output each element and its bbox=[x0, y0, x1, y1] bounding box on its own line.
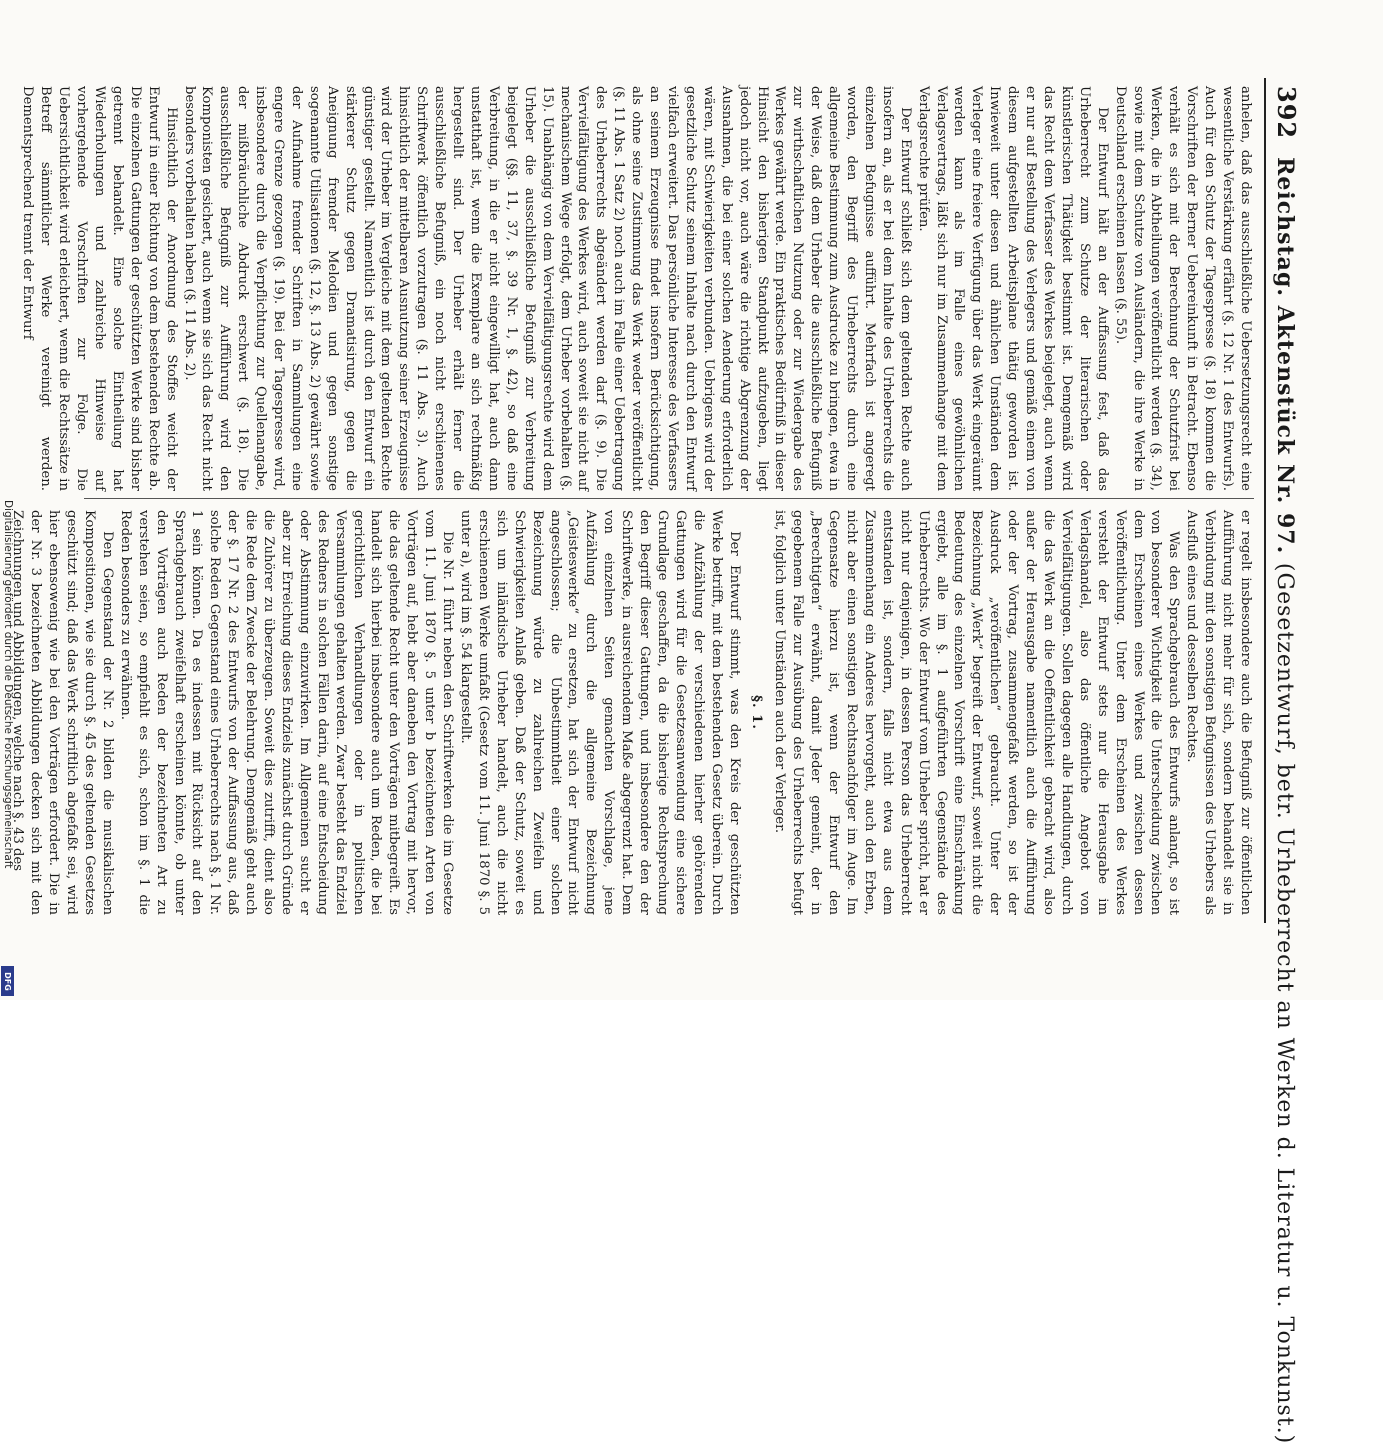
body-paragraph: er regelt insbesondere auch die Befugniß zur öffentlichen Aufführung nicht mehr für sich, sondern behandelt sie in Verbindung mit den sonstigen Befugnissen des Urhebers als Ausfluß eines und desselben Rechtes. bbox=[1184, 510, 1253, 915]
right-column bbox=[10, 510, 1254, 915]
section-heading: §. 1. bbox=[748, 695, 764, 730]
digitization-credit-text: Digitalisierung gefördert durch die Deutsche Forschungsgemeinschaft bbox=[2, 500, 14, 869]
body-paragraph: Den Gegenstand der Nr. 2 bilden die musikalischen Kompositionen, wie sie durch §. 45 des geltenden Gesetzes geschützt sind; daß das Werk schriftlich abgefaßt sei, wird hier ebensowenig wie bei den Vorträgen erfordert. Die in der Nr. 3 bezeichneten Abbildungen decken sich mit den Zeichnungen und Abbildungen, welche nach §. 43 des bbox=[10, 510, 115, 915]
body-paragraph: Der Entwurf stimmt, was den Kreis der geschützten Werke betrifft, mit dem bestehenden Gesetz überein. Durch die Aufzählung der verschiedenen hierher gehörenden Gattungen wird für die Gesetzesanwendung eine sichere Grundlage geschaffen, da die bisherige Rechtsprechung den Begriff dieser Gattungen, und insbesondere den der Schriftwerke, in ausreichendem Maße abgegrenzt hat. Dem von einzelnen Seiten gemachten Vorschlage, jene Aufzählung durch die allgemeine Bezeichnung „Geisteswerke“ zu ersetzen, hat sich der Entwurf nicht angeschlossen; die Unbestimmtheit einer solchen Bezeichnung würde zu zahlreichen Zweifeln und Schwierigkeiten Anlaß geben. Daß der Schutz, soweit es sich um inländische Urheber handelt, auch die nicht erschienenen Werke umfaßt (Gesetz vom 11. Juni 1870 §. 5 unter a), wird im §. 54 klargestellt. bbox=[458, 510, 742, 915]
rotated-page-area bbox=[10, 78, 1304, 1444]
body-paragraph: Hinsichtlich der Anordnung des Stoffes weicht der Entwurf in einer Richtung von dem bestehenden Rechte ab. Die einzelnen Gattungen der geschützten Werke sind bisher getrennt behandelt. Eine solche Eintheilung hat Wiederholungen und zahlreiche Hinweise auf vorhergehende Vorschriften zur Folge. Die Uebersichtlichkeit wird erleichtert, wenn die Rechtssätze in Betreff sämmtlicher Werke vereinigt werden. Dementsprechend trennt der Entwurf bbox=[20, 86, 179, 491]
page-content bbox=[10, 78, 1304, 1444]
body-paragraph: Der Entwurf hält an der Auffassung fest, daß das Urheberrecht zum Schutze der literarischen oder künstlerischen Thätigkeit bestimmt ist. Demgemäß wird das Recht dem Verfasser des Werkes beigelegt, auch wenn er nur auf Bestellung des Verlegers und gemäß einem von diesem aufgestellten Arbeitsplane thätig geworden ist. Inwieweit unter diesen und ähnlichen Umständen dem Verleger eine freiere Verfügung über das Werk eingeräumt werden kann als im Falle eines gewöhnlichen Verlagsvertrags, läßt sich nur im Zusammenhange mit dem Verlagsrechte prüfen. bbox=[915, 86, 1110, 491]
column-divider bbox=[84, 498, 1254, 499]
page-number: 392 bbox=[1272, 86, 1301, 140]
body-paragraph: Was den Sprachgebrauch des Entwurfs anlangt, so ist von besonderer Wichtigkeit die Unterscheidung zwischen dem Erscheinen eines Werkes und zwischen dessen Veröffentlichung. Unter dem Erscheinen des Werkes versteht der Entwurf stets nur die Herausgabe im Verlagshandel, also das öffentliche Angebot von Vervielfältigungen. Sollen dagegen alle Handlungen, durch die das Werk an die Oeffentlichkeit gebracht wird, also außer der Herausgabe namentlich auch die Aufführung oder der Vortrag, zusammengefaßt werden, so ist der Ausdruck „veröffentlichen“ gebraucht. Unter der Bezeichnung „Werk“ begreift der Entwurf, soweit nicht die Bedeutung des einzelnen Vorschrift eine Einschränkung ergiebt, alle im §. 1 aufgeführten Gegenstände des Urheberrechts. Wo der Entwurf vom Urheber spricht, hat er nicht nur denjenigen, in dessen Person das Urheberrecht entstanden ist, sondern, falls nicht etwa aus dem Zusammenhang ein Anderes hervorgeht, auch den Erben, nicht aber einen sonstigen Rechtsnachfolger im Auge. Im Gegensatze hierzu ist, wenn der Entwurf den „Berechtigten“ erwähnt, damit Jeder gemeint, der in gegebenem Falle zur Ausübung des Urheberrechts befugt ist, folglich unter Umständen auch der Verleger. bbox=[772, 510, 1182, 915]
page-header bbox=[1264, 78, 1304, 1444]
body-paragraph: Die Nr. 1 führt neben den Schriftwerken die im Gesetze vom 11. Juni 1870 §. 5 unter b bezeichneten Arten von Vorträgen auf, hebt aber daneben den Vortrag mit hervor, die das geltende Recht unter den Vorträgen mitbegreift. Es handelt sich hierbei insbesondere auch um Reden, die bei gerichtlichen Verhandlungen oder in politischen Versammlungen gehalten werden. Zwar besteht das Endziel des Redners in solchen Fällen darin, auf eine Entscheidung oder Abstimmung einzuwirken. Im Allgemeinen sucht er aber zur Erreichung dieses Endziels zunächst durch Gründe die Zuhörer zu überzeugen. Soweit dies zutrifft, dient also die Rede dem Zwecke der Belehrung. Demgemäß geht auch der §. 17 Nr. 2 des Entwurfs von der Auffassung aus, daß solche Reden Gegenstand eines Urheberrechts nach §. 1 Nr. 1 sein können. Da es indessen mit Rücksicht auf den Sprachgebrauch zweifelhaft erscheinen könnte, ob unter den Vorträgen auch Reden der bezeichneten Art zu verstehen seien, so empfiehlt es sich, schon im §. 1 die Reden besonders zu erwähnen. bbox=[117, 510, 456, 915]
left-column bbox=[20, 86, 1254, 491]
running-title bbox=[1272, 157, 1298, 1444]
dfg-logo: DFG bbox=[1, 966, 14, 996]
body-paragraph: anhelen, daß das ausschließliche Uebersetzungsrecht eine wesentliche Verstärkung erfährt (§. 12 Nr. 1 des Entwurfs). Auch für den Schutz der Tagespresse (§. 18) kommen die Vorschriften der Berner Uebereinkunft in Betracht. Ebenso verhält es sich mit der Berechnung der Schutzfrist bei Werken, die in Abtheilungen veröffentlicht werden (§. 34), sowie mit dem Schutze von Ausländern, die ihre Werke in Deutschland erscheinen lassen (§. 55). bbox=[1112, 86, 1253, 491]
running-title-subtitle: (Gesetzentwurf, betr. Urheberrecht an Werken d. Literatur u. Tonkunst.) bbox=[1272, 562, 1297, 1444]
running-title-main: Reichstag. Aktenstück Nr. 97. bbox=[1272, 157, 1298, 555]
body-paragraph: Der Entwurf schließt sich dem geltenden Rechte auch insofern an, als er bei dem Inhalte des Urheberrechts die einzelnen Befugnisse aufführt. Mehrfach ist angeregt worden, den Begriff des Urheberrechts durch eine allgemeine Bestimmung zum Ausdrucke zu bringen, etwa in der Weise, daß dem Urheber die ausschließliche Befugniß zur wirthschaftlichen Nutzung oder zur Wiedergabe des Werkes gewährt werde. Ein praktisches Bedürfniß in dieser Hinsicht den bisherigen Standpunkt aufzugeben, liegt jedoch nicht vor, auch wäre die richtige Abgrenzung der Ausnahmen, die bei einer solchen Aenderung erforderlich wären, mit Schwierigkeiten verbunden. Uebrigens wird der gesetzliche Schutz seinem Inhalte nach durch den Entwurf vielfach erweitert. Das persönliche Interesse des Verfassers an seinem Erzeugnisse findet insofern Berücksichtigung, als ohne seine Zustimmung das Werk weder veröffentlicht (§. 11 Abs. 1 Satz 2) noch auch im Falle einer Uebertragung des Urheberrechts abgeändert werden darf (§. 9). Die Vervielfältigung des Werkes wird, auch soweit sie nicht auf mechanischem Wege erfolgt, dem Urheber vorbehalten (§. 15). Unabhängig von dem Vervielfältigungsrechte wird dem Urheber die ausschließliche Befugniß zur Verbreitung beigelegt (§§. 11, 37, §. 39 Nr. 1, §. 42), so daß eine Verbreitung, in die er nicht eingewilligt hat, auch dann unstatthaft ist, wenn die Exemplare an sich rechtmäßig hergestellt sind. Der Urheber erhält ferner die ausschließliche Befugniß, ein noch nicht erschienenes Schriftwerk öffentlich vorzutragen (§. 11 Abs. 3). Auch hinsichtlich der mittelbaren Ausnutzung seiner Erzeugnisse wird der Urheber im Vergleiche mit dem geltenden Rechte günstiger gestellt. Namentlich ist durch den Entwurf ein stärkerer Schutz gegen Dramatisirung, gegen die Aneignung fremder Melodien und gegen sonstige sogenannte Utilisationen (§. 12, §. 13 Abs. 2) gewährt sowie der Aufnahme fremder Schriften in Sammlungen eine engere Grenze gezogen (§. 19). Bei der Tagespresse wird, insbesondere durch die Verpflichtung zur Quellenangabe, der mißbräuchliche Abdruck erschwert (§. 18). Die ausschließliche Befugniß zur Aufführung wird den Komponisten gesichert, auch wenn sie sich das Recht nicht besonders vorbehalten haben (§. 11 Abs. 2). bbox=[181, 86, 913, 491]
